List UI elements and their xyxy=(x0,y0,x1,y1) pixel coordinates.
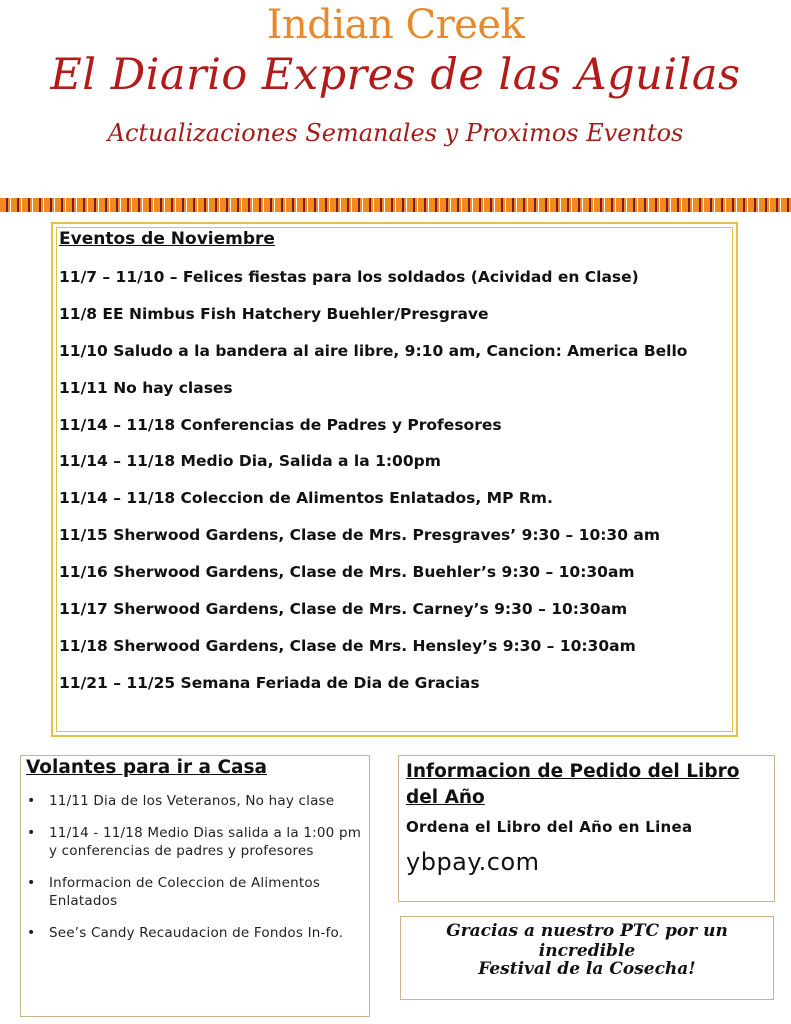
yearbook-instructions: Ordena el Libro del Año en Linea xyxy=(406,818,693,836)
bullet-icon: • xyxy=(27,925,36,941)
thanks-message-line-2: Festival de la Cosecha! xyxy=(478,959,696,979)
flyer-item-text: Informacion de Coleccion de Alimentos Enlatados xyxy=(49,875,321,909)
newsletter-title: El Diario Expres de las Aguilas xyxy=(50,50,741,100)
yearbook-website-link[interactable]: ybpay.com xyxy=(406,848,540,876)
flyer-item xyxy=(24,924,364,942)
event-item: 11/18 Sherwood Gardens, Clase de Mrs. Hensley’s 9:30 – 10:30am xyxy=(59,636,636,655)
flyer-item-text: 11/14 - 11/18 Medio Dias salida a la 1:00 pm y conferencias de padres y profesores xyxy=(49,825,362,859)
bullet-icon: • xyxy=(27,825,36,841)
flyer-item xyxy=(24,792,364,810)
events-list xyxy=(59,263,731,706)
school-name: Indian Creek xyxy=(266,2,525,48)
event-item: 11/21 – 11/25 Semana Feriada de Dia de Gracias xyxy=(59,673,480,692)
flyer-item xyxy=(24,824,364,860)
flyer-item-text: See’s Candy Recaudacion de Fondos In-fo. xyxy=(49,925,344,941)
newsletter-subtitle: Actualizaciones Semanales y Proximos Eventos xyxy=(107,119,684,147)
bullet-icon: • xyxy=(27,793,36,809)
flyer-item-text: 11/11 Dia de los Veteranos, No hay clase xyxy=(49,793,335,809)
event-item: 11/7 – 11/10 – Felices fiestas para los soldados (Acividad en Clase) xyxy=(59,268,639,286)
events-heading: Eventos de Noviembre xyxy=(59,229,275,249)
event-item: 11/17 Sherwood Gardens, Clase de Mrs. Carney’s 9:30 – 10:30am xyxy=(59,600,628,619)
flyer-item xyxy=(24,874,364,910)
decorative-stripe-divider xyxy=(0,198,791,212)
yearbook-heading: Informacion de Pedido del Libro del Año xyxy=(406,761,740,808)
flyers-heading: Volantes para ir a Casa xyxy=(26,757,268,778)
event-item: 11/11 No hay clases xyxy=(59,378,233,397)
flyers-list xyxy=(24,792,364,956)
bullet-icon: • xyxy=(27,875,36,891)
event-item: 11/14 – 11/18 Coleccion de Alimentos Enlatados, MP Rm. xyxy=(59,489,553,508)
event-item: 11/14 – 11/18 Medio Dia, Salida a la 1:00pm xyxy=(59,452,441,471)
thanks-message-line-1: Gracias a nuestro PTC por un incredible xyxy=(446,921,728,961)
event-item: 11/15 Sherwood Gardens, Clase de Mrs. Presgraves’ 9:30 – 10:30 am xyxy=(59,526,661,545)
event-item: 11/16 Sherwood Gardens, Clase de Mrs. Buehler’s 9:30 – 10:30am xyxy=(59,563,635,582)
event-item: 11/8 EE Nimbus Fish Hatchery Buehler/Presgrave xyxy=(59,304,489,323)
event-item: 11/10 Saludo a la bandera al aire libre, 9:10 am, Cancion: America Bello xyxy=(59,341,688,360)
event-item: 11/14 – 11/18 Conferencias de Padres y Profesores xyxy=(59,415,502,434)
